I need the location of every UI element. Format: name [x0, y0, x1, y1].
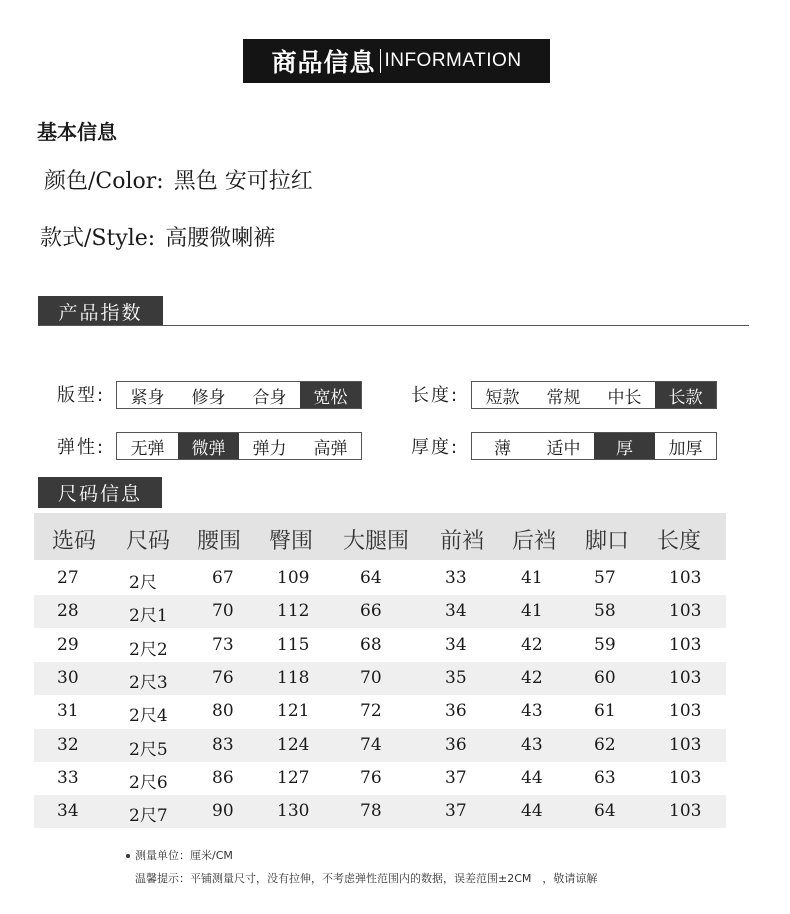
length-option: 长款 — [655, 382, 716, 408]
table-row — [34, 629, 726, 662]
thickness-option: 薄 — [494, 438, 511, 459]
stretch-option: 弹力 — [252, 438, 287, 459]
table-cell: 33 — [57, 767, 79, 788]
table-cell: 62 — [594, 734, 616, 755]
table-cell: 74 — [360, 734, 382, 755]
table-cell: 70 — [212, 601, 234, 622]
table-row — [34, 762, 726, 795]
table-cell: 121 — [277, 701, 310, 722]
table-cell: 58 — [594, 601, 616, 622]
column-header: 前裆 — [440, 529, 485, 554]
title-divider — [380, 49, 381, 73]
basic-info-heading: 基本信息 — [37, 120, 117, 144]
product-index-heading: 产品指数 — [38, 296, 163, 326]
thickness-label: 厚度: — [411, 437, 460, 458]
color-label: 颜色/Color: — [44, 169, 164, 194]
style-row — [40, 221, 275, 252]
table-cell: 33 — [445, 568, 467, 588]
table-cell: 28 — [57, 601, 79, 622]
table-cell: 2尺7 — [129, 806, 168, 827]
table-cell: 2尺4 — [129, 706, 168, 727]
table-cell: 103 — [669, 634, 702, 655]
table-cell: 32 — [57, 734, 79, 755]
table-cell: 60 — [594, 667, 616, 688]
table-cell: 70 — [360, 667, 382, 688]
table-cell: 27 — [57, 568, 79, 588]
table-cell: 78 — [360, 801, 382, 822]
column-header: 选码 — [52, 529, 97, 554]
fit-option: 修身 — [191, 387, 226, 408]
thickness-option: 适中 — [546, 438, 581, 459]
table-cell: 2尺1 — [129, 606, 168, 627]
table-row — [34, 695, 726, 728]
table-cell: 67 — [212, 568, 234, 588]
title-banner — [243, 39, 550, 83]
column-header: 尺码 — [126, 529, 171, 554]
fit-option: 宽松 — [300, 382, 361, 408]
table-cell: 115 — [277, 634, 310, 655]
table-cell: 42 — [521, 667, 543, 688]
table-cell: 35 — [445, 667, 467, 688]
unit-note-text: 测量单位：厘米/CM — [135, 849, 233, 862]
fit-option: 合身 — [252, 387, 287, 408]
table-cell: 103 — [669, 667, 702, 688]
table-cell: 130 — [277, 801, 310, 822]
table-cell: 73 — [212, 634, 234, 655]
length-label: 长度: — [411, 385, 460, 406]
stretch-option: 高弹 — [313, 438, 348, 459]
table-cell: 43 — [521, 701, 543, 722]
column-header: 腰围 — [197, 529, 242, 554]
table-cell: 2尺5 — [129, 739, 168, 760]
table-cell: 44 — [521, 801, 543, 822]
bullet-icon — [126, 854, 130, 858]
title-en: INFORMATION — [384, 50, 522, 71]
table-row — [34, 595, 726, 628]
table-cell: 34 — [445, 634, 467, 655]
table-cell: 103 — [669, 801, 702, 822]
table-cell: 36 — [445, 701, 467, 722]
stretch-option: 无弹 — [130, 438, 165, 459]
style-label: 款式/Style: — [40, 226, 156, 251]
table-cell: 76 — [212, 667, 234, 688]
table-cell: 72 — [360, 701, 382, 722]
column-header: 后裆 — [512, 529, 557, 554]
table-cell: 61 — [594, 701, 616, 722]
table-cell: 103 — [669, 568, 702, 588]
table-cell: 2尺6 — [129, 772, 168, 793]
table-cell: 112 — [277, 601, 310, 622]
length-option: 常规 — [546, 387, 581, 408]
table-cell: 41 — [521, 568, 543, 588]
table-cell: 103 — [669, 701, 702, 722]
table-row — [34, 729, 726, 762]
table-cell: 31 — [57, 701, 79, 722]
table-cell: 63 — [594, 767, 616, 788]
column-header: 臀围 — [269, 529, 314, 554]
table-cell: 127 — [277, 767, 310, 788]
unit-note — [126, 847, 233, 863]
table-cell: 103 — [669, 767, 702, 788]
length-option: 中长 — [607, 387, 642, 408]
table-cell: 68 — [360, 634, 382, 655]
table-cell: 37 — [445, 767, 467, 788]
column-header: 长度 — [657, 529, 702, 554]
length-scale — [471, 381, 717, 409]
table-cell: 29 — [57, 634, 79, 655]
table-cell: 59 — [594, 634, 616, 655]
stretch-label: 弹性: — [57, 437, 106, 458]
size-info-heading: 尺码信息 — [38, 477, 162, 508]
table-cell: 86 — [212, 767, 234, 788]
table-cell: 34 — [57, 801, 79, 822]
fit-scale — [116, 381, 362, 409]
tip-note: 温馨提示：平铺测量尺寸，没有拉伸，不考虑弹性范围内的数据，误差范围±2CM ，敬请谅解 — [135, 872, 598, 885]
table-cell: 90 — [212, 801, 234, 822]
table-cell: 64 — [360, 568, 382, 588]
table-cell: 80 — [212, 701, 234, 722]
table-cell: 44 — [521, 767, 543, 788]
table-cell: 66 — [360, 601, 382, 622]
table-cell: 118 — [277, 667, 310, 688]
table-cell: 103 — [669, 601, 702, 622]
table-cell: 30 — [57, 667, 79, 688]
stretch-scale — [116, 432, 362, 460]
table-row — [34, 662, 726, 695]
table-cell: 37 — [445, 801, 467, 822]
table-cell: 2尺 — [129, 573, 157, 593]
length-option: 短款 — [485, 387, 520, 408]
color-row — [44, 164, 313, 195]
thickness-option: 加厚 — [668, 438, 703, 459]
color-value: 黑色 安可拉红 — [173, 169, 313, 194]
column-header: 脚口 — [585, 529, 630, 554]
table-cell: 124 — [277, 734, 310, 755]
style-value: 高腰微喇裤 — [165, 226, 276, 251]
table-row — [34, 795, 726, 828]
fit-label: 版型: — [57, 385, 106, 406]
table-cell: 41 — [521, 601, 543, 622]
size-table-header — [34, 513, 726, 560]
table-cell: 2尺3 — [129, 672, 168, 693]
thickness-scale — [471, 432, 717, 460]
table-cell: 64 — [594, 801, 616, 822]
table-row — [34, 562, 726, 595]
table-cell: 2尺2 — [129, 639, 168, 660]
table-cell: 109 — [277, 568, 310, 588]
stretch-option: 微弹 — [178, 433, 239, 459]
table-cell: 34 — [445, 601, 467, 622]
table-cell: 76 — [360, 767, 382, 788]
title-cn: 商品信息 — [271, 48, 376, 77]
fit-option: 紧身 — [130, 387, 165, 408]
table-cell: 42 — [521, 634, 543, 655]
table-cell: 43 — [521, 734, 543, 755]
section-divider — [38, 325, 749, 326]
table-cell: 36 — [445, 734, 467, 755]
column-header: 大腿围 — [343, 529, 410, 554]
table-cell: 57 — [594, 568, 616, 588]
table-cell: 103 — [669, 734, 702, 755]
table-cell: 83 — [212, 734, 234, 755]
thickness-option: 厚 — [594, 433, 655, 459]
